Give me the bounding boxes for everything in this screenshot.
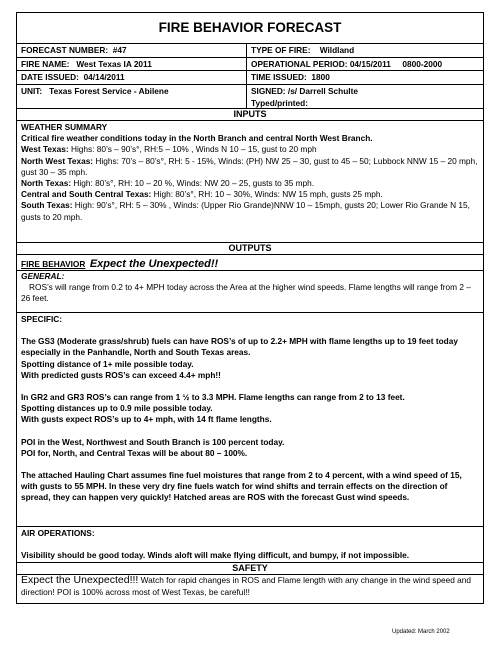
- region-south-texas: South Texas: High: 90’s°, RH: 5 – 30% , Winds: (Upper Rio Grande)NNW 10 – 15mph, gusts 20; Lower Rio Grande N 15, gusts to 20 mph.: [21, 200, 470, 222]
- header-row-2: [17, 57, 483, 71]
- operational-period: 04/15/2011: [349, 58, 391, 69]
- forecast-number: #47: [112, 45, 127, 55]
- safety-lead: Expect the Unexpected!!!: [21, 574, 139, 586]
- fire-name-label: FIRE NAME:: [21, 58, 70, 69]
- form-title: FIRE BEHAVIOR FORECAST: [158, 20, 342, 35]
- weather-summary-label: WEATHER SUMMARY: [21, 122, 108, 132]
- signed-label: SIGNED:: [251, 85, 286, 96]
- specific-section: [17, 312, 483, 526]
- fire-behavior-slogan: Expect the Unexpected!!: [89, 258, 219, 270]
- specific-paragraphs: [17, 336, 483, 503]
- outputs-heading: OUTPUTS: [17, 242, 483, 254]
- specific-paragraph: The GS3 (Moderate grass/shrub) fuels can have ROS’s of up to 2.2+ MPH with flame lengths up to 19 feet today especially in the Panhandle, North and South Texas areas. Spotting distance of 1+ mile possible today. With predicted gusts ROS’s can exceed 4.4+ mph!!: [21, 336, 458, 380]
- safety-text: Expect the Unexpected!!! Watch for rapid changes in ROS and Flame length with any change in the wind speed and direction! POI is 100% across most of West Texas, be careful!!: [21, 574, 472, 597]
- type-of-fire: Wildland: [319, 45, 355, 55]
- weather-summary-line: Critical fire weather conditions today in the North Branch and central North West Branch.: [21, 133, 373, 144]
- weather-summary: [17, 120, 483, 242]
- unit: Texas Forest Service - Abilene: [49, 85, 169, 96]
- typed-label: Typed/printed:: [251, 97, 309, 108]
- region-north-west-texas: North West Texas: Highs: 70’s – 80’s°, RH: 5 - 15%, Winds: (PH) NW 25 – 30, gust to 45 – 50; Lubbock NNW 15 – 20 mph, gust 30 – 35 mph.: [21, 155, 478, 177]
- general-section: [17, 270, 483, 312]
- time-issued-label: TIME ISSUED:: [251, 72, 307, 82]
- fire-name: West Texas IA 2011: [76, 58, 152, 69]
- safety-heading: SAFETY: [17, 562, 483, 574]
- safety-section: [17, 574, 483, 604]
- operational-period-label: OPERATIONAL PERIOD:: [251, 58, 348, 69]
- type-of-fire-label: TYPE OF FIRE:: [251, 45, 311, 55]
- header-table: [17, 43, 483, 109]
- region-central-south-central-texas: Central and South Central Texas: High: 80’s°, RH: 10 – 30%, Winds: NW 15 mph, gusts 25 mph.: [21, 189, 383, 200]
- date-issued-label: DATE ISSUED:: [21, 72, 79, 82]
- operational-time: 0800-2000: [402, 58, 443, 69]
- specific-paragraph: In GR2 and GR3 ROS’s can range from 1 ½ to 3.3 MPH. Flame lengths can range from 2 to 13 feet. Spotting distances up to 0.9 mile possible today. With gusts expect ROS’s up to 4+ mph, with 14 ft flame lengths.: [21, 392, 405, 425]
- specific-paragraph: The attached Hauling Chart assumes fine fuel moistures that range from 2 to 4 percent, with a wind speed of 15, with gusts to 55 MPH. In these very dry fine fuels watch for wind shifts and terrain effects on the direction of spread, they can happen very quickly! Hatched areas are ROS with the forecast Gust wind speeds.: [21, 470, 462, 503]
- specific-paragraph: POI in the West, Northwest and South Branch is 100 percent today. POI for, North, and Central Texas will be about 80 – 100%.: [21, 436, 285, 458]
- forecast-number-label: FORECAST NUMBER:: [21, 45, 109, 55]
- air-operations-section: [17, 526, 483, 562]
- air-operations-text: Visibility should be good today. Winds aloft will make flying difficult, and bumpy, if not impossible.: [21, 550, 410, 561]
- inputs-heading: INPUTS: [17, 108, 483, 120]
- general-label: GENERAL:: [21, 271, 65, 281]
- signed: /s/ Darrell Schulte: [287, 85, 358, 96]
- header-row-3: [17, 70, 483, 84]
- fire-behavior-row: [17, 254, 483, 270]
- fire-behavior-label: FIRE BEHAVIOR: [21, 259, 86, 269]
- header-row-1: [17, 44, 483, 57]
- forecast-form: [16, 12, 484, 604]
- region-west-texas: West Texas: Highs: 80’s – 90’s°, RH:5 – 10% , Winds N 10 – 15, gust to 20 mph: [21, 144, 317, 155]
- specific-label: SPECIFIC:: [21, 314, 63, 324]
- footer-updated: Updated: March 2002: [392, 629, 450, 635]
- air-operations-label: AIR OPERATIONS:: [21, 528, 95, 538]
- region-north-texas: North Texas: High: 80’s°, RH: 10 – 20 %, Winds: NW 20 – 25, gusts to 35 mph.: [21, 178, 315, 189]
- date-issued: 04/14/2011: [83, 72, 125, 82]
- header-row-4: [17, 84, 483, 109]
- time-issued: 1800: [311, 72, 330, 82]
- unit-label: UNIT:: [21, 85, 43, 96]
- general-text: ROS’s will range from 0.2 to 4+ MPH today across the Area at the higher wind speeds. Flame lengths will range from 2 – 26 feet.: [21, 282, 471, 304]
